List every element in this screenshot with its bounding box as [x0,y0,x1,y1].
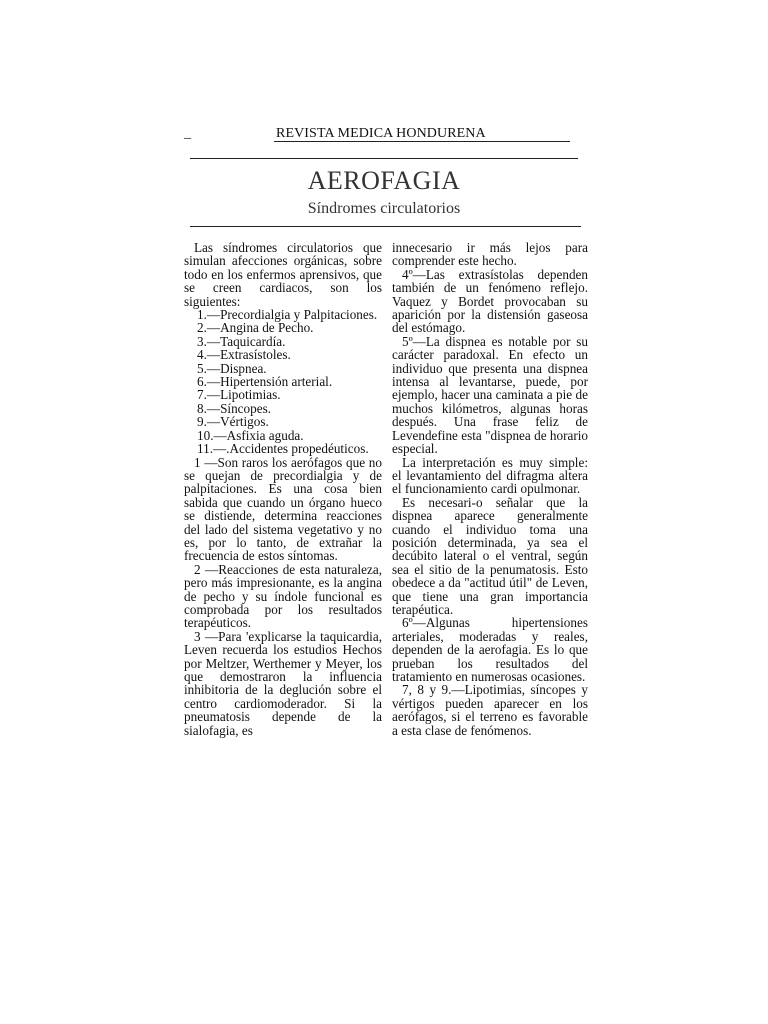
paragraph: 3 —Para 'explicarse la taquicardia, Leven recuerda los estudios Hechos por Meltzer, Werthemer y Meyer, los que demostraron la influencia inhibitoria de la deglución sobre el centro cardiomoderador. Si la pneumatosis depende de la sialofagia, es [184,628,382,738]
header-underline [274,141,570,142]
right-column [392,241,588,737]
article-title: AEROFAGIA [307,166,461,195]
paragraph: 7, 8 y 9.—Lipotimias, síncopes y vértigos pueden aparecer en los aerófagos, si el terreno es favorable a esta clase de fenómenos. [392,682,588,738]
paragraph: 2 —Reacciones de esta naturaleza, pero más impresionante, es la angina de pecho y su índole funcional es comprobada por los resultados terapéuticos. [184,561,382,631]
list-item: 3.—Taquicardía. [197,333,286,349]
left-column [184,241,382,737]
list-item: 8.—Síncopes. [197,400,271,416]
list-item: 4.—Extrasístoles. [197,347,291,363]
list-item: 1.—Precordialgia y Palpitaciones. [197,307,378,323]
paragraph: 5º—La dispnea es notable por su carácter paradoxal. En efecto un individuo que presenta una dispnea intensa al levantarse, puede, por ejemplo, hacer una caminata a pie de muchos kilómetros, algunas horas después. Una frase feliz de Levendefine esta "dispnea de horario especial. [392,333,588,457]
list-item: 6.—Hipertensión arterial. [197,374,333,390]
list-item: 10.—Asfixia aguda. [197,427,304,443]
list-item: 11.—.Accidentes propedéuticos. [197,441,369,457]
running-header [182,126,570,144]
paragraph: 4º—Las extrasístolas dependen también de un fenómeno reflejo. Vaquez y Bordet provocaban su aparición por la distensión gaseosa del estómago. [392,266,588,336]
list-item: 9.—Vértigos. [197,414,269,430]
paragraph: Es necesari-o señalar que la dispnea aparece generalmente cuando el individuo toma una posición determinada, ya sea el decúbito lateral o el ventral, según sea el sitio de la penumatosis. Esto obedece a da "actitud útil" de Leven, que tiene una gran importancia terapéutica. [392,494,588,617]
paragraph: innecesario ir más lejos para comprender este hecho. [392,240,588,269]
paragraph: Las síndromes circulatorios que simulan afecciones orgánicas, sobre todo en los enfermos aprensivos, que se creen cardiacos, son los siguientes: [184,240,382,309]
title-rule [190,226,581,227]
list-item: 5.—Dispnea. [197,360,267,376]
paragraph: La interpretación es muy simple: el levantamiento del difragma altera el funcionamiento cardi opulmonar. [392,454,588,497]
paragraph: 1 —Son raros los aerófagos que no se quejan de precordialgia y de palpitaciones. Es una cosa bien sabida que cuando un órgano hueco se distiende, determina reacciones del lado del sistema vegetativo y no es, por lo tanto, de extrañar la frecuencia de estos síntomas. [184,454,382,564]
paragraph: 6º—Algunas hipertensiones arteriales, moderadas y reales, dependen de la aerofagia. Es lo que prueban los resultados del tratamiento en numerosas ocasiones. [392,615,588,684]
list-item: 7.—Lipotimias. [197,387,281,403]
journal-name: REVISTA MEDICA HONDURENA [276,126,486,141]
list-item: 2.—Angina de Pecho. [197,320,314,336]
top-rule [190,158,578,159]
article-subtitle: Síndromes circulatorios [307,200,461,217]
header-dash: _ [184,126,191,141]
